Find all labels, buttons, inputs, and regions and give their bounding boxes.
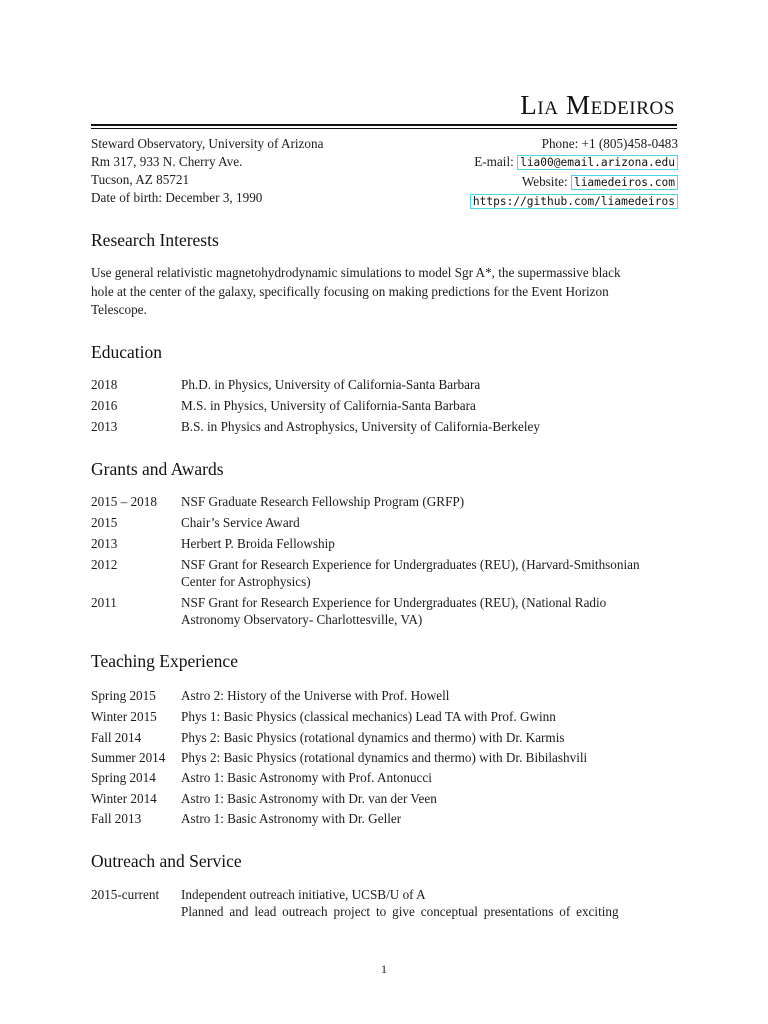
phone-number: +1 (805)458-0483 — [581, 136, 678, 151]
section-title-research: Research Interests — [91, 230, 219, 250]
research-line: Telescope. — [91, 302, 147, 317]
entry-description: M.S. in Physics, University of California-Santa Barbara — [181, 398, 476, 413]
entry-description: Astro 1: Basic Astronomy with Dr. Geller — [181, 811, 402, 826]
entry-description-line: Independent outreach initiative, UCSB/U of A — [181, 887, 426, 902]
section-title-teaching: Teaching Experience — [91, 651, 238, 671]
phone-row — [470, 135, 678, 153]
entry-description: Astro 1: Basic Astronomy with Prof. Antonucci — [181, 770, 432, 785]
research-line: hole at the center of the galaxy, specifically focusing on making predictions for the Event Horizon — [91, 283, 609, 299]
entry-description-line: NSF Grant for Research Experience for Undergraduates (REU), (National Radio — [181, 595, 607, 610]
github-link[interactable]: https://github.com/liamedeiros — [470, 194, 678, 209]
entry-date: 2013 — [91, 536, 118, 551]
entry-description: Ph.D. in Physics, University of California-Santa Barbara — [181, 377, 481, 392]
section-title-outreach: Outreach and Service — [91, 851, 242, 871]
entry-date: 2015 – 2018 — [91, 494, 157, 509]
entry-description-line: Astronomy Observatory- Charlottesville, VA) — [181, 612, 423, 627]
cv-name: Lia Medeiros — [520, 90, 675, 120]
website-row — [470, 173, 678, 192]
entry-description — [181, 886, 693, 920]
address-line: Tucson, AZ 85721 — [91, 172, 190, 187]
date-of-birth: Date of birth: December 3, 1990 — [91, 190, 263, 205]
contact-block — [470, 135, 678, 211]
entry-description — [181, 594, 693, 628]
entry-description: Phys 1: Basic Physics (classical mechanics) Lead TA with Prof. Gwinn — [181, 709, 556, 724]
entry-date: 2011 — [91, 595, 117, 610]
email-row — [470, 153, 678, 172]
section-title-education: Education — [91, 342, 162, 362]
entry-description: Astro 2: History of the Universe with Prof. Howell — [181, 688, 450, 703]
entry-date: Winter 2015 — [91, 709, 157, 724]
page-number: 1 — [381, 962, 387, 976]
research-paragraph — [91, 264, 681, 320]
entry-date: Summer 2014 — [91, 750, 166, 765]
website-link[interactable]: liamedeiros.com — [571, 175, 678, 190]
entry-description: NSF Graduate Research Fellowship Program (GRFP) — [181, 494, 465, 509]
entry-date: 2015 — [91, 515, 118, 530]
entry-description: B.S. in Physics and Astrophysics, University of California-Berkeley — [181, 419, 540, 434]
address-block — [91, 135, 323, 207]
entry-date: Winter 2014 — [91, 791, 157, 806]
email-label: E-mail: — [474, 154, 514, 170]
entry-description-line: NSF Grant for Research Experience for Undergraduates (REU), (Harvard-Smithsonian — [181, 557, 640, 572]
header-rule-thin — [91, 128, 677, 129]
phone-label: Phone: — [541, 136, 579, 151]
entry-description-line: Center for Astrophysics) — [181, 574, 311, 589]
entry-date: 2016 — [91, 398, 118, 413]
entry-date: Fall 2014 — [91, 730, 142, 745]
entry-description: Phys 2: Basic Physics (rotational dynamics and thermo) with Dr. Karmis — [181, 730, 565, 745]
github-row — [470, 192, 678, 211]
entry-date: Fall 2013 — [91, 811, 142, 826]
entry-date: 2013 — [91, 419, 118, 434]
website-label: Website: — [521, 173, 568, 189]
header-rule-thick — [91, 124, 677, 126]
section-title-awards: Grants and Awards — [91, 459, 224, 479]
address-line: Rm 317, 933 N. Cherry Ave. — [91, 154, 243, 169]
entry-date: Spring 2015 — [91, 688, 156, 703]
entry-description: Herbert P. Broida Fellowship — [181, 536, 335, 551]
entry-date: Spring 2014 — [91, 770, 156, 785]
entry-description: Phys 2: Basic Physics (rotational dynamics and thermo) with Dr. Bibilashvili — [181, 750, 588, 765]
research-line: Use general relativistic magnetohydrodynamic simulations to model Sgr A*, the supermassive black — [91, 265, 621, 280]
entry-description-line: Planned and lead outreach project to give conceptual presentations of exciting — [181, 904, 619, 919]
entry-description: Astro 1: Basic Astronomy with Dr. van der Veen — [181, 791, 437, 806]
entry-description — [181, 556, 693, 590]
entry-description: Chair’s Service Award — [181, 515, 300, 530]
entry-date: 2015-current — [91, 887, 160, 902]
address-line: Steward Observatory, University of Arizona — [91, 136, 324, 151]
entry-date: 2018 — [91, 377, 118, 392]
entry-date: 2012 — [91, 557, 118, 572]
email-link[interactable]: lia00@email.arizona.edu — [517, 155, 678, 170]
